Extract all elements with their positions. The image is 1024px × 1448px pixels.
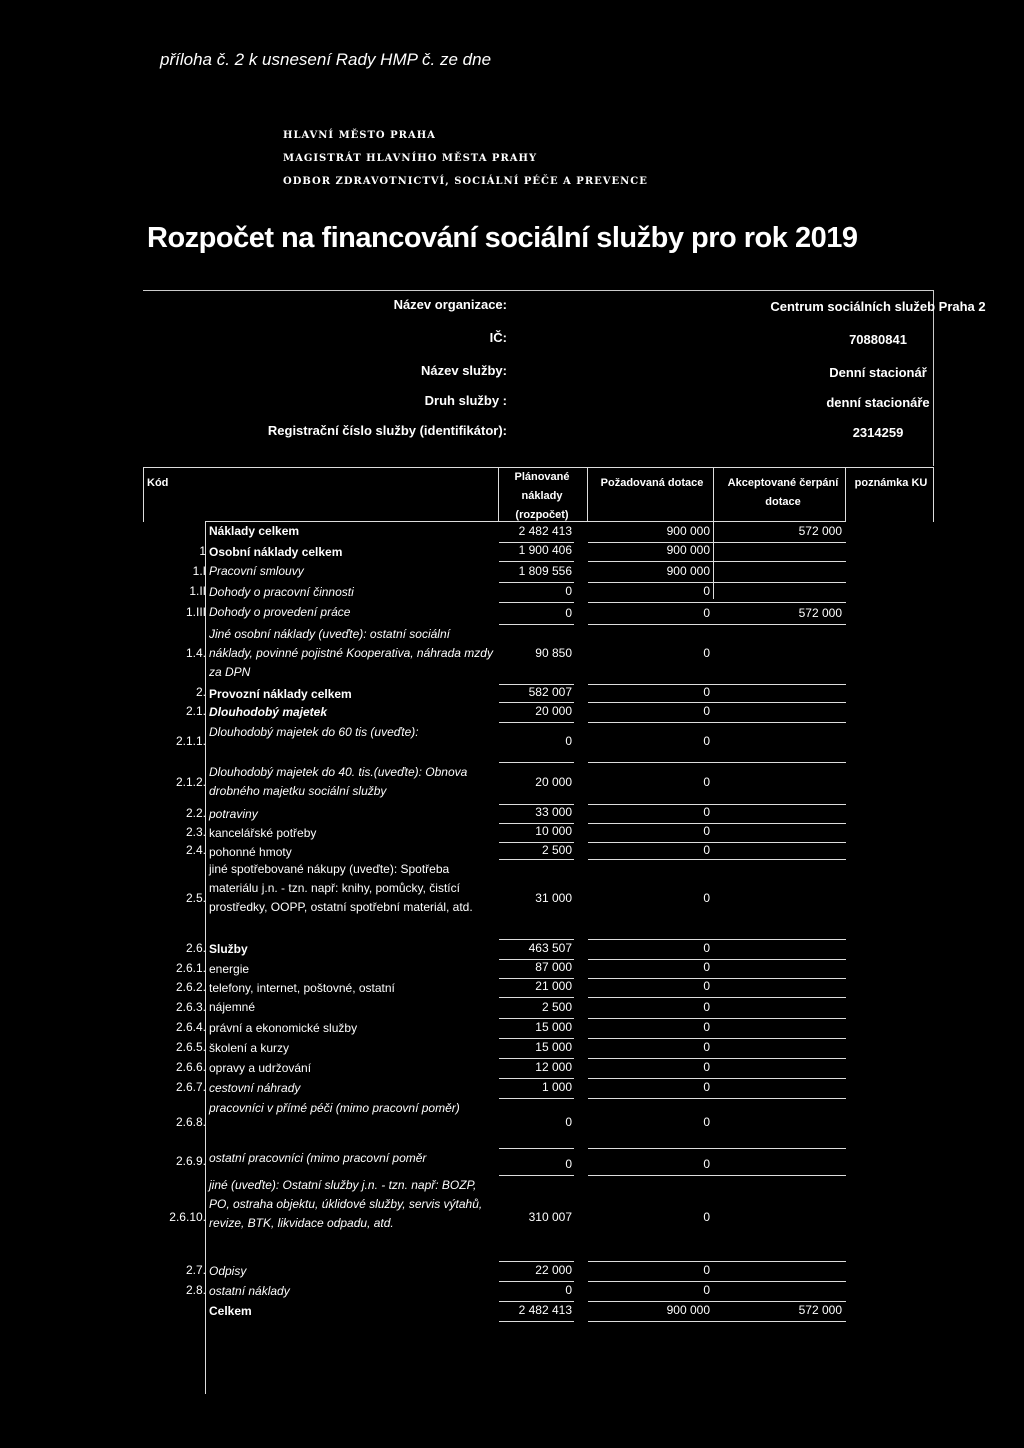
row-description: právní a ekonomické služby — [209, 1021, 358, 1035]
table-row — [0, 960, 1024, 979]
row-planned-value: 12 000 — [535, 1060, 572, 1074]
table-left-border — [143, 467, 144, 522]
table-row — [0, 625, 1024, 685]
row-requested-value: 0 — [703, 805, 710, 819]
row-accepted-value: 572 000 — [798, 1303, 842, 1317]
info-label-registration: Registrační číslo služby (identifikátor): — [267, 423, 507, 438]
table-row — [0, 543, 1024, 562]
row-requested-value: 0 — [703, 704, 710, 718]
info-value-organization: Centrum sociálních služeb Praha 2 — [770, 299, 986, 314]
table-row — [0, 1039, 1024, 1059]
row-requested-value: 0 — [703, 960, 710, 974]
row-planned-value: 2 482 413 — [518, 524, 572, 538]
header-divider-4 — [845, 467, 846, 522]
cell-underline — [499, 1321, 574, 1322]
row-planned-value: 15 000 — [535, 1020, 572, 1034]
row-planned-value: 33 000 — [535, 805, 572, 819]
row-requested-value: 0 — [703, 891, 710, 905]
row-description: Osobní náklady celkem — [209, 545, 343, 559]
org-header-line-1: HLAVNÍ MĚSTO PRAHA — [283, 130, 436, 141]
table-row — [0, 685, 1024, 703]
table-row — [0, 603, 1024, 625]
table-row — [0, 723, 1024, 763]
service-info-box — [143, 290, 986, 466]
row-planned-value: 31 000 — [535, 891, 572, 905]
row-planned-value: 1 000 — [541, 1080, 572, 1094]
row-requested-value: 0 — [703, 1080, 710, 1094]
row-requested-value: 0 — [703, 606, 710, 620]
table-row — [0, 703, 1024, 723]
row-code: 1.4. — [185, 646, 206, 660]
header-note: poznámka KU — [854, 477, 928, 489]
row-requested-value: 900 000 — [666, 543, 710, 557]
row-code: 2.6.3. — [175, 1000, 206, 1014]
row-code: 2.6.2. — [175, 980, 206, 994]
row-description: jiné (uveďte): Ostatní služby j.n. - tzn. např: BOZP, PO, ostraha objektu, úklidové služby, servis výtahů, revize, BTK, likvidace odpadu, atd. — [209, 1178, 483, 1230]
table-row — [0, 1262, 1024, 1282]
table-row — [0, 1059, 1024, 1079]
row-code: 2.6. — [185, 941, 206, 955]
row-requested-value: 0 — [703, 1060, 710, 1074]
row-requested-value: 0 — [703, 1263, 710, 1277]
table-row — [0, 763, 1024, 805]
row-requested-value: 0 — [703, 1157, 710, 1171]
org-header-line-2: MAGISTRÁT HLAVNÍHO MĚSTA PRAHY — [283, 153, 538, 164]
row-description: ostatní pracovníci (mimo pracovní poměr — [209, 1151, 427, 1165]
row-planned-value: 10 000 — [535, 824, 572, 838]
table-row — [0, 1149, 1024, 1176]
row-code: 2.6.8. — [175, 1115, 206, 1129]
info-value-service-type: denní stacionáře — [826, 395, 930, 410]
row-requested-value: 0 — [703, 734, 710, 748]
row-description: Náklady celkem — [209, 524, 300, 538]
row-requested-value: 0 — [703, 824, 710, 838]
row-accepted-value: 572 000 — [798, 524, 842, 538]
cell-underline — [714, 1321, 846, 1322]
table-row — [0, 1079, 1024, 1099]
row-requested-value: 0 — [703, 979, 710, 993]
row-description: jiné spotřebované nákupy (uveďte): Spotřeba materiálu j.n. - tzn. např: knihy, pomůcky, čistící prostředky, OOPP, ostatní spotřební materiál, atd. — [209, 862, 473, 914]
table-row — [0, 940, 1024, 960]
table-row — [0, 1176, 1024, 1262]
row-requested-value: 0 — [703, 843, 710, 857]
row-planned-value: 0 — [565, 1283, 572, 1297]
row-planned-value: 582 007 — [528, 685, 572, 699]
row-planned-value: 22 000 — [535, 1263, 572, 1277]
row-planned-value: 0 — [565, 606, 572, 620]
row-requested-value: 900 000 — [666, 1303, 710, 1317]
table-row — [0, 805, 1024, 824]
row-description: školení a kurzy — [209, 1041, 290, 1055]
row-planned-value: 0 — [565, 1157, 572, 1171]
row-description: Jiné osobní náklady (uveďte): ostatní sociální náklady, povinné pojistné Kooperativa, náhrada mzdy za DPN — [209, 627, 493, 679]
row-description: pracovníci v přímé péči (mimo pracovní poměr) — [209, 1101, 460, 1115]
row-requested-value: 0 — [703, 941, 710, 955]
org-header-line-3: ODBOR ZDRAVOTNICTVÍ, SOCIÁLNÍ PÉČE A PREVENCE — [283, 176, 648, 187]
row-planned-value: 2 482 413 — [518, 1303, 572, 1317]
row-code: 2.7. — [185, 1263, 206, 1277]
row-description: energie — [209, 962, 250, 976]
row-planned-value: 1 809 556 — [518, 564, 572, 578]
row-planned-value: 0 — [565, 1115, 572, 1129]
header-divider-2 — [587, 467, 588, 522]
table-row — [0, 860, 1024, 940]
header-divider-1 — [498, 467, 499, 522]
row-accepted-value: 572 000 — [798, 606, 842, 620]
info-label-service-name: Název služby: — [421, 363, 507, 378]
row-code: 1.II — [189, 584, 206, 598]
row-description: opravy a udržování — [209, 1061, 312, 1075]
table-right-border — [933, 467, 934, 522]
row-description: pohonné hmoty — [209, 845, 292, 859]
header-code: Kód — [147, 477, 169, 489]
row-code: 2.5. — [185, 891, 206, 905]
row-description: nájemné — [209, 1000, 256, 1014]
row-description: Dohody o provedení práce — [209, 605, 351, 619]
row-planned-value: 20 000 — [535, 704, 572, 718]
row-code: 1.III — [185, 605, 206, 619]
row-requested-value: 0 — [703, 1020, 710, 1034]
row-description: potraviny — [209, 807, 258, 821]
table-row — [0, 1282, 1024, 1302]
row-planned-value: 20 000 — [535, 775, 572, 789]
row-description: kancelářské potřeby — [209, 826, 317, 840]
info-label-organization: Název organizace: — [393, 297, 507, 312]
table-row — [0, 562, 1024, 583]
table-row — [0, 583, 1024, 603]
row-description: Dlouhodobý majetek do 40. tis.(uveďte): Obnova drobného majetku sociální služby — [209, 765, 468, 798]
table-row — [0, 824, 1024, 843]
row-code: 2.6.7. — [175, 1080, 206, 1094]
row-code: 1.I — [192, 564, 206, 578]
row-description: Pracovní smlouvy — [209, 564, 304, 578]
row-code: 2.8. — [185, 1283, 206, 1297]
row-planned-value: 463 507 — [528, 941, 572, 955]
row-requested-value: 0 — [703, 1000, 710, 1014]
page-title: Rozpočet na financování sociální služby pro rok 2019 — [147, 222, 858, 254]
row-requested-value: 0 — [703, 685, 710, 699]
row-code: 2.1.2. — [175, 775, 206, 789]
row-code: 2.6.5. — [175, 1040, 206, 1054]
row-description: Dlouhodobý majetek do 60 tis (uveďte): — [209, 725, 419, 739]
row-planned-value: 90 850 — [535, 646, 572, 660]
row-description: ostatní náklady — [209, 1284, 290, 1298]
row-requested-value: 900 000 — [666, 564, 710, 578]
row-code: 2.6.10. — [169, 1210, 206, 1224]
row-planned-value: 0 — [565, 584, 572, 598]
table-row — [0, 1099, 1024, 1149]
info-value-service-name: Denní stacionář — [829, 365, 927, 380]
info-label-service-type: Druh služby : — [424, 393, 507, 408]
info-value-registration: 2314259 — [852, 425, 904, 440]
row-requested-value: 0 — [703, 646, 710, 660]
row-code: 2.3. — [185, 825, 206, 839]
row-description: Dlouhodobý majetek — [209, 705, 328, 719]
row-planned-value: 21 000 — [535, 979, 572, 993]
row-code: 2.2. — [185, 806, 206, 820]
table-row — [0, 979, 1024, 998]
table-row — [0, 998, 1024, 1019]
row-code: 1 — [199, 544, 206, 558]
row-code: 2.6.9. — [175, 1154, 206, 1168]
row-code: 2.6.1. — [175, 961, 206, 975]
info-label-ico: IČ: — [489, 330, 507, 345]
row-description: Dohody o pracovní činnosti — [209, 585, 354, 599]
row-code: 2.1. — [185, 704, 206, 718]
row-description: Celkem — [209, 1304, 252, 1318]
row-planned-value: 1 900 406 — [518, 543, 572, 557]
row-planned-value: 15 000 — [535, 1040, 572, 1054]
row-requested-value: 0 — [703, 1283, 710, 1297]
row-code: 2.1.1. — [175, 734, 206, 748]
row-description: cestovní náhrady — [209, 1081, 301, 1095]
table-row — [0, 1302, 1024, 1322]
cell-underline — [588, 1321, 714, 1322]
row-planned-value: 310 007 — [528, 1210, 572, 1224]
header-accepted: Akceptované čerpání dotace — [727, 477, 839, 508]
row-requested-value: 0 — [703, 1210, 710, 1224]
table-row — [0, 843, 1024, 860]
row-requested-value: 0 — [703, 1040, 710, 1054]
row-planned-value: 2 500 — [541, 1000, 572, 1014]
attachment-line: příloha č. 2 k usnesení Rady HMP č. ze dne — [160, 50, 492, 69]
table-row — [0, 522, 1024, 543]
header-planned: Plánované náklady (rozpočet) — [514, 471, 570, 521]
row-requested-value: 0 — [703, 1115, 710, 1129]
table-row — [0, 1019, 1024, 1039]
row-description: Služby — [209, 942, 248, 956]
row-code: 2. — [195, 685, 206, 699]
row-requested-value: 0 — [703, 775, 710, 789]
row-planned-value: 87 000 — [535, 960, 572, 974]
header-requested: Požadovaná dotace — [600, 477, 704, 489]
row-code: 2.6.4. — [175, 1020, 206, 1034]
row-description: telefony, internet, poštovné, ostatní — [209, 981, 395, 995]
row-description: Provozní náklady celkem — [209, 687, 352, 701]
row-planned-value: 2 500 — [541, 843, 572, 857]
info-value-ico: 70880841 — [849, 332, 907, 347]
row-requested-value: 0 — [703, 584, 710, 598]
row-planned-value: 0 — [565, 734, 572, 748]
row-requested-value: 900 000 — [666, 524, 710, 538]
row-description: Odpisy — [209, 1264, 247, 1278]
row-code: 2.4. — [185, 843, 206, 857]
row-code: 2.6.6. — [175, 1060, 206, 1074]
